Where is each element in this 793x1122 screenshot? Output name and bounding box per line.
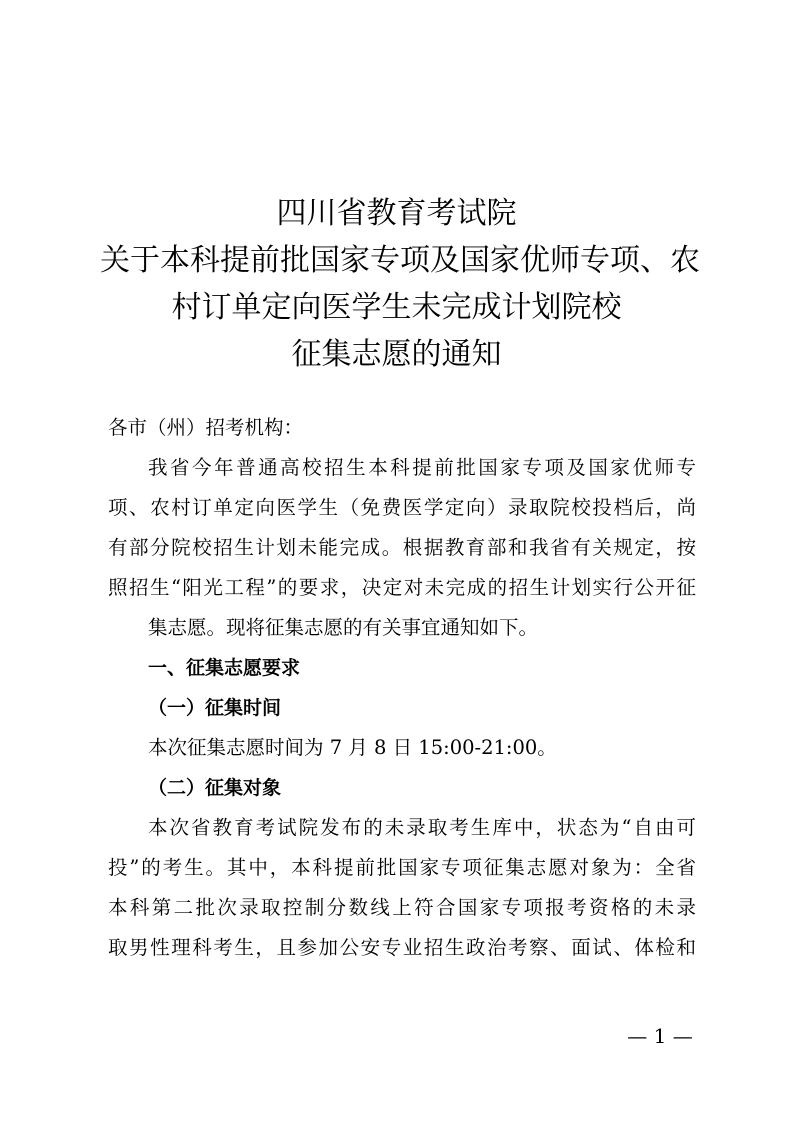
collection-time-text: 本次征集志愿时间为 7 月 8 日 15:00-21:00。 — [148, 736, 557, 759]
intro-line-4: 照招生“阳光工程”的要求，决定对未完成的招生计划实行公开征 — [108, 576, 696, 599]
notice-title — [100, 190, 700, 378]
notice-body — [108, 408, 696, 968]
targets-line-2: 投”的考生。其中，本科提前批国家专项征集志愿对象为：全省 — [108, 856, 696, 879]
targets-line-4: 取男性理科考生，且参加公安专业招生政治考察、面试、体检和 — [108, 936, 696, 959]
title-line-1: 四川省教育考试院 — [276, 196, 517, 231]
title-line-2: 关于本科提前批国家专项及国家优师专项、农 — [100, 243, 700, 278]
subsection-heading-time: （一）征集时间 — [148, 697, 282, 719]
targets-line-1: 本次省教育考试院发布的未录取考生库中，状态为“自由可 — [148, 816, 696, 839]
targets-line-3: 本科第二批次录取控制分数线上符合国家专项报考资格的未录 — [108, 896, 696, 919]
intro-line-1: 我省今年普通高校招生本科提前批国家专项及国家优师专 — [148, 456, 696, 479]
subsection-heading-targets: （二）征集对象 — [148, 777, 282, 799]
title-line-4: 征集志愿的通知 — [291, 337, 502, 372]
intro-line-3: 有部分院校招生计划未能完成。根据教育部和我省有关规定，按 — [108, 536, 696, 559]
page-number: — 1 — — [627, 1024, 693, 1048]
salutation: 各市（州）招考机构： — [108, 416, 304, 439]
title-line-3: 村订单定向医学生未完成计划院校 — [171, 290, 622, 325]
section-heading-requirements: 一、征集志愿要求 — [148, 657, 301, 679]
intro-line-5: 集志愿。现将征集志愿的有关事宜通知如下。 — [148, 616, 539, 639]
intro-line-2: 项、农村订单定向医学生（免费医学定向）录取院校投档后，尚 — [108, 496, 696, 519]
